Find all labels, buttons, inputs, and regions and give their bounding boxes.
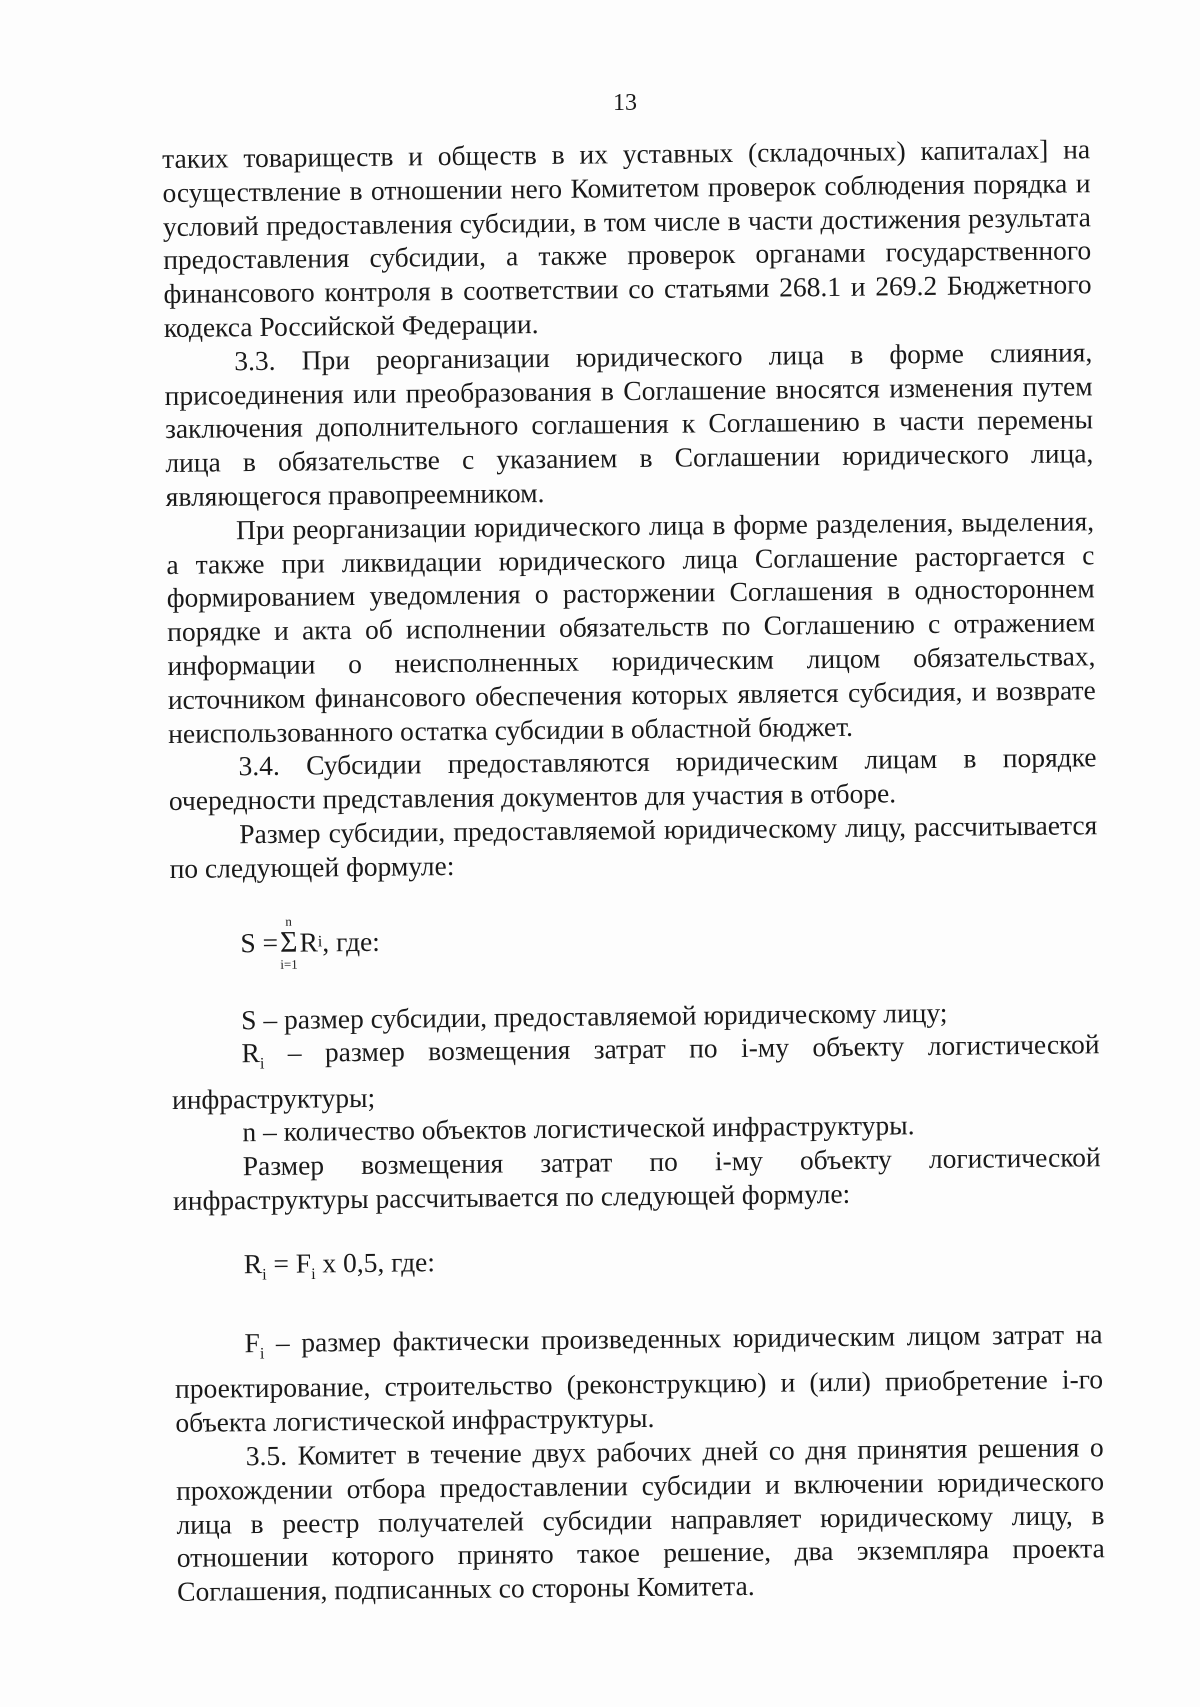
formula-term: R [299, 926, 319, 958]
formula2-r: R [243, 1247, 263, 1280]
definition-r-symbol: R [241, 1037, 261, 1069]
definition-r-subscript: i [259, 1055, 265, 1073]
formula2-tail: x 0,5, где: [315, 1246, 436, 1279]
formula2-r-subscript: i [262, 1266, 267, 1284]
definition-f [174, 1317, 1103, 1440]
formula-tail: , где: [322, 925, 380, 957]
formula2-mid: = F [266, 1247, 312, 1279]
sigma-sum [280, 914, 298, 970]
paragraph-3-4: 3.4. Субсидии предоставляются юридическим лицам в порядке очередности представления документов для участия в отборе. [168, 741, 1097, 817]
paragraph-reimbursement-size: Размер возмещения затрат по i-му объекту логистической инфраструктуры рассчитывается по следующей формуле: [172, 1141, 1101, 1216]
formula2-f-subscript: i [311, 1265, 316, 1283]
formula-reimbursement [244, 1238, 1102, 1292]
paragraph-reorganization: При реорганизации юридического лица в форме разделения, выделения, а также при ликвидации юридического лица Соглашение расторгается с формированием уведомления о расторжении Соглашения в одностороннем порядке и акта об исполнении обязательств по Соглашению с отражением информации о неисполненных юридическим лицом обязательствах, источником финансового обеспечения которых является субсидия, и возврате неиспользованного остатка субсидии в областной бюджет. [166, 505, 1096, 749]
document-body [162, 132, 1105, 1609]
sigma-upper-limit: n [285, 913, 292, 929]
paragraph-subsidy-size: Размер субсидии, предоставляемой юридическому лицу, рассчитывается по следующей формуле: [169, 809, 1098, 884]
page-number: 13 [613, 90, 637, 116]
definition-f-symbol: F [244, 1327, 261, 1359]
paragraph-3-3: 3.3. При реорганизации юридического лица в форме слияния, присоединения или преобразования в Соглашение вносятся изменения путем заключения дополнительного соглашения к Соглашению в части перемены лица в обязательстве с указанием в Соглашении юридического лица, являющегося правопреемником. [164, 336, 1094, 512]
paragraph-continuation: таких товариществ и обществ в их уставных (складочных) капиталах] на осуществление в отношении него Комитетом проверок соблюдения порядка и условий предоставления субсидии, в том числе в части достижения результата предоставления субсидии, а также проверок органами государственного финансового контроля в соответствии со статьями 268.1 и 269.2 Бюджетного кодекса Российской Федерации. [162, 133, 1092, 343]
definition-n: n – количество объектов логистической инфраструктуры. [242, 1109, 915, 1148]
sigma-symbol: Σ [279, 925, 298, 959]
sigma-lower-limit: i=1 [280, 956, 298, 972]
definition-r-text: – размер возмещения затрат по i-му объекту логистической инфраструктуры; [171, 1028, 1100, 1115]
definition-f-text: – размер фактически произведенных юридическим лицом затрат на проектирование, строительство (реконструкцию) и (или) приобретение i-го объекта логистической инфраструктуры. [174, 1318, 1104, 1439]
paragraph-3-5: 3.5. Комитет в течение двух рабочих дней со дня принятия решения о прохождении отбора предоставлении субсидии и включении юридического лица в реестр получателей субсидии направляет юридическому лицу, в отношении которого принято такое решение, два экземпляра проекта Соглашения, подписанных со стороны Комитета. [175, 1431, 1105, 1608]
formula-subsidy-sum [240, 888, 1099, 989]
formula-term-subscript: i [317, 932, 323, 951]
definition-f-subscript: i [259, 1345, 265, 1363]
formula-lhs: S = [240, 926, 279, 958]
definition-r [171, 1028, 1100, 1117]
definition-s: S – размер субсидии, предоставляемой юридическому лицу; [241, 996, 948, 1035]
